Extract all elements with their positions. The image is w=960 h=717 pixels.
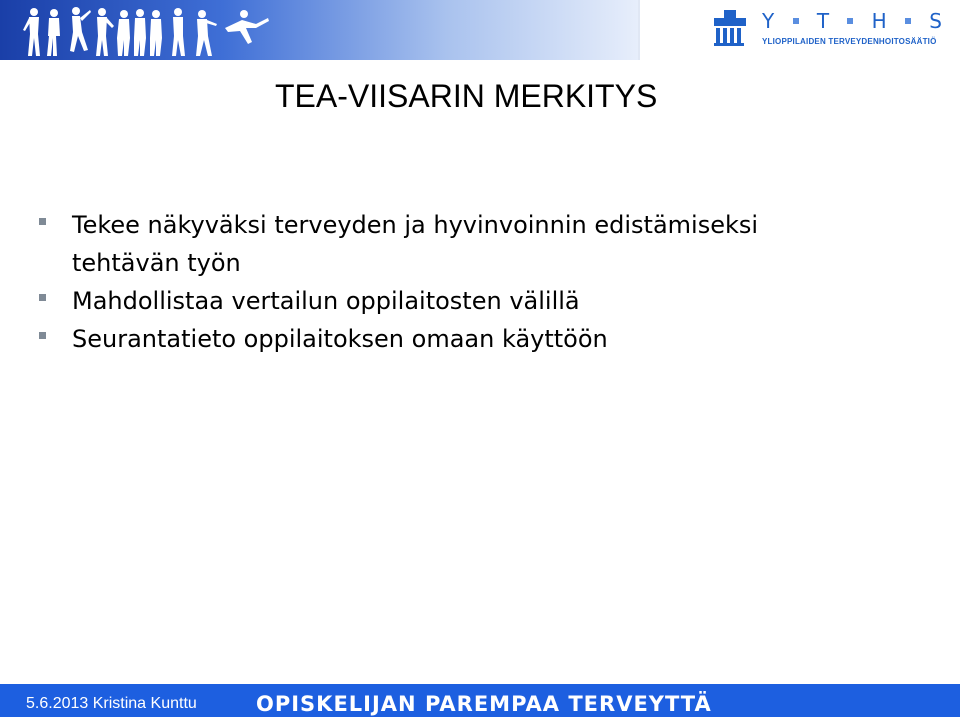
bullet-text: tehtävän työn bbox=[72, 249, 241, 277]
logo-subtitle: YLIOPPILAIDEN TERVEYDENHOITOSÄÄTIÖ bbox=[762, 37, 937, 46]
bullet-text: Mahdollistaa vertailun oppilaitosten välillä bbox=[72, 287, 580, 315]
logo-letter: S bbox=[929, 9, 942, 33]
logo-dot bbox=[905, 18, 911, 24]
header-banner bbox=[0, 0, 638, 60]
bullet-square-icon bbox=[39, 218, 46, 225]
bullet-square-icon bbox=[39, 332, 46, 339]
bullet-text: Seurantatieto oppilaitoksen omaan käyttöön bbox=[72, 325, 608, 353]
bullet-list bbox=[38, 206, 908, 358]
logo-letter: Y bbox=[762, 9, 775, 33]
logo-dot bbox=[793, 18, 799, 24]
bullet-square-icon bbox=[39, 294, 46, 301]
bullet-item bbox=[38, 320, 908, 358]
slide-title: TEA-VIISARIN MERKITYS bbox=[275, 78, 658, 114]
footer-slogan: OPISKELIJAN PAREMPAA TERVEYTTÄ bbox=[256, 692, 712, 716]
yths-emblem-icon bbox=[712, 8, 748, 46]
logo-dot bbox=[847, 18, 853, 24]
logo-letters bbox=[762, 8, 942, 34]
bullet-item bbox=[38, 206, 908, 282]
people-silhouettes-icon bbox=[20, 6, 270, 58]
bullet-item bbox=[38, 282, 908, 320]
logo-letter: H bbox=[871, 9, 887, 33]
header-divider bbox=[638, 0, 640, 60]
yths-logo bbox=[712, 8, 942, 50]
bullet-text: Tekee näkyväksi terveyden ja hyvinvoinnin edistämiseksi bbox=[72, 211, 759, 239]
footer-date-author: 5.6.2013 Kristina Kunttu bbox=[26, 695, 197, 712]
logo-letter: T bbox=[816, 9, 830, 33]
